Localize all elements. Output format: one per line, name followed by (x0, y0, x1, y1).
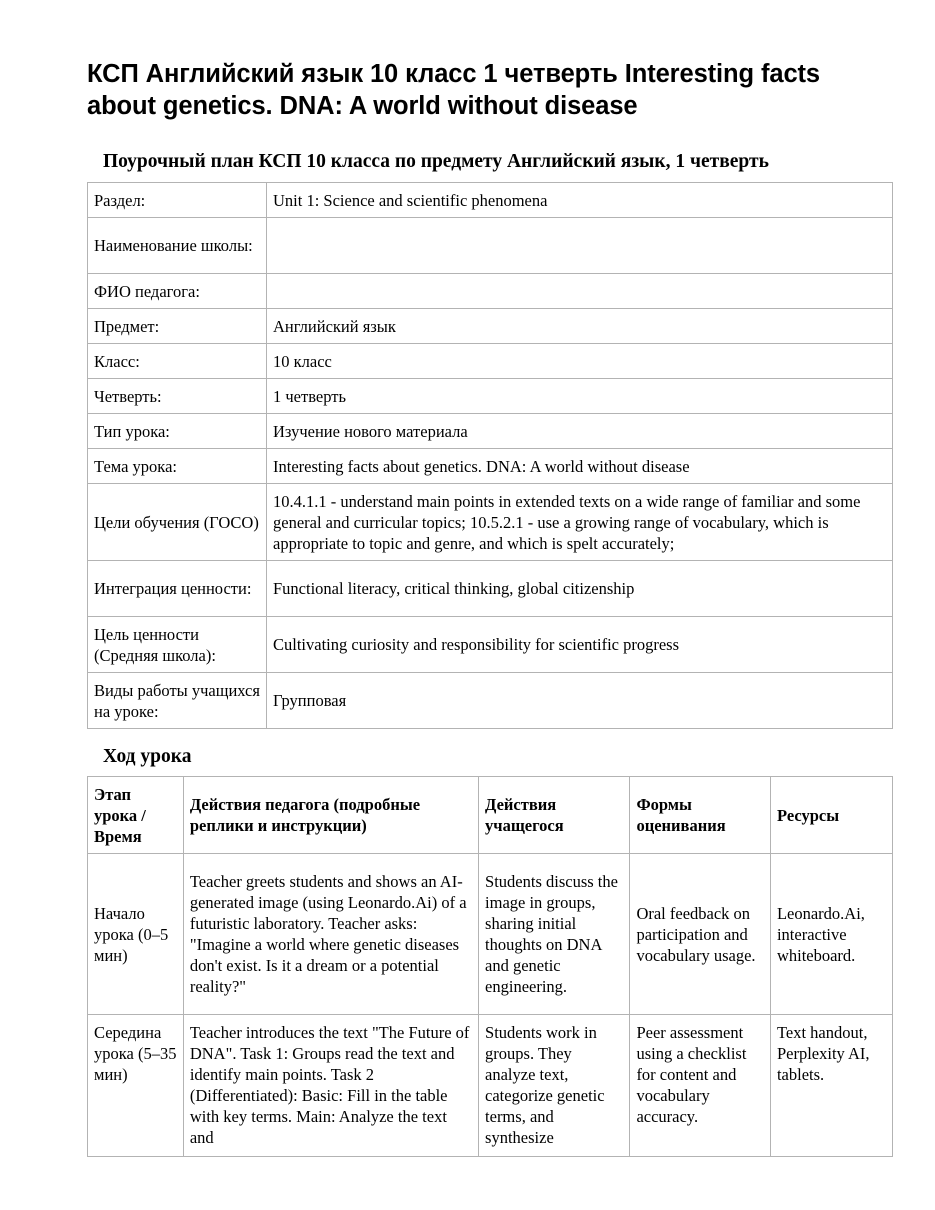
info-label: Четверть: (88, 379, 267, 414)
info-value: Unit 1: Science and scientific phenomena (267, 183, 893, 218)
info-label: Цели обучения (ГОСО) (88, 484, 267, 561)
assessment-cell: Peer assessment using a checklist for content and vocabulary accuracy. (630, 1015, 771, 1157)
lesson-row-middle (88, 1015, 893, 1157)
column-header-resources: Ресурсы (770, 777, 892, 854)
info-label: Тема урока: (88, 449, 267, 484)
teacher-actions-cell: Teacher introduces the text "The Future of DNA". Task 1: Groups read the text and identify main points. Task 2 (Differentiated): Basic: Fill in the table with key terms. Main: Analyze the text and (183, 1015, 478, 1157)
lesson-course-table (87, 776, 893, 1157)
info-row-section (88, 183, 893, 218)
info-label: Раздел: (88, 183, 267, 218)
info-row-teacher-name (88, 274, 893, 309)
document-title: КСП Английский язык 10 класс 1 четверть Interesting facts about genetics. DNA: A world without disease (87, 60, 821, 120)
info-row-work-types (88, 673, 893, 729)
student-actions-cell: Students discuss the image in groups, sharing initial thoughts on DNA and genetic engineering. (479, 854, 630, 1015)
plan-heading: Поурочный план КСП 10 класса по предмету Английский язык, 1 четверть (103, 151, 769, 172)
resources-cell: Leonardo.Ai, interactive whiteboard. (770, 854, 892, 1015)
info-value (267, 274, 893, 309)
info-row-value-integration (88, 561, 893, 617)
info-label: ФИО педагога: (88, 274, 267, 309)
column-header-student-actions: Действия учащегося (479, 777, 630, 854)
info-row-lesson-type (88, 414, 893, 449)
stage-cell: Начало урока (0–5 мин) (88, 854, 184, 1015)
info-label: Класс: (88, 344, 267, 379)
info-row-value-goal (88, 617, 893, 673)
info-value: Групповая (267, 673, 893, 729)
lesson-header-row (88, 777, 893, 854)
info-label: Предмет: (88, 309, 267, 344)
info-row-learning-objectives (88, 484, 893, 561)
info-value (267, 218, 893, 274)
info-value: 10.4.1.1 - understand main points in extended texts on a wide range of familiar and some general and curricular topics; 10.5.2.1 - use a growing range of vocabulary, which is appropriate to topic and genre, and which is spelt accurately; (267, 484, 893, 561)
info-value: 10 класс (267, 344, 893, 379)
info-value: Изучение нового материала (267, 414, 893, 449)
info-row-school (88, 218, 893, 274)
info-value: Cultivating curiosity and responsibility for scientific progress (267, 617, 893, 673)
info-label: Тип урока: (88, 414, 267, 449)
info-label: Виды работы учащихся на уроке: (88, 673, 267, 729)
document-page (87, 58, 893, 1157)
info-row-topic (88, 449, 893, 484)
column-header-stage: Этап урока / Время (88, 777, 184, 854)
column-header-teacher-actions: Действия педагога (подробные реплики и инструкции) (183, 777, 478, 854)
resources-cell: Text handout, Perplexity AI, tablets. (770, 1015, 892, 1157)
info-row-quarter (88, 379, 893, 414)
info-value: Английский язык (267, 309, 893, 344)
lesson-row-start (88, 854, 893, 1015)
student-actions-cell: Students work in groups. They analyze text, categorize genetic terms, and synthesize (479, 1015, 630, 1157)
info-label: Наименование школы: (88, 218, 267, 274)
assessment-cell: Oral feedback on participation and vocabulary usage. (630, 854, 771, 1015)
info-row-grade (88, 344, 893, 379)
info-label: Интеграция ценности: (88, 561, 267, 617)
lesson-course-heading: Ход урока (103, 746, 192, 767)
teacher-actions-cell: Teacher greets students and shows an AI-generated image (using Leonardo.Ai) of a futuristic laboratory. Teacher asks: "Imagine a world where genetic diseases don't exist. Is it a dream or a potential reality?" (183, 854, 478, 1015)
info-label: Цель ценности (Средняя школа): (88, 617, 267, 673)
column-header-assessment: Формы оценивания (630, 777, 771, 854)
info-value: Functional literacy, critical thinking, global citizenship (267, 561, 893, 617)
info-row-subject (88, 309, 893, 344)
stage-cell: Середина урока (5–35 мин) (88, 1015, 184, 1157)
lesson-info-table (87, 182, 893, 729)
info-value: 1 четверть (267, 379, 893, 414)
info-value: Interesting facts about genetics. DNA: A world without disease (267, 449, 893, 484)
